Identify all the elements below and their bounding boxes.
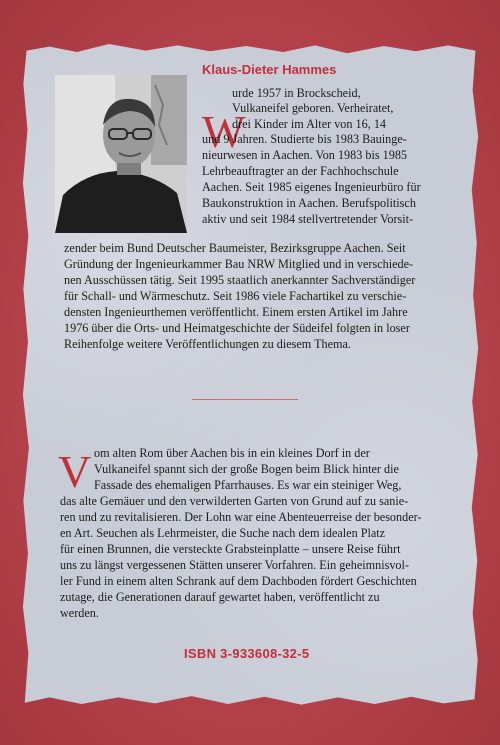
blurb-line: en Art. Seuchen als Lehrmeister, die Suche nach dem idealen Platz [60, 526, 386, 540]
blurb-line: om alten Rom über Aachen bis in ein kleines Dorf in der [94, 446, 370, 460]
blurb-line: uns zu längst vergessenen Stätten unserer Vorfahren. Ein geheimnisvol- [60, 558, 409, 572]
bio-line: Reihenfolge weitere Veröffentlichungen zu diesem Thema. [64, 337, 351, 351]
blurb-line: werden. [60, 606, 99, 620]
bio-line: nen Ausschüssen tätig. Seit 1995 staatlich anerkannter Sachverständiger [64, 273, 416, 287]
blurb-line: zutage, die Generationen darauf gewartet haben, veröffentlicht zu [60, 590, 380, 604]
bio-line: aktiv und seit 1984 stellvertretender Vorsit- [202, 212, 414, 226]
bio-line: für Schall- und Wärmeschutz. Seit 1986 viele Fachartikel zu verschie- [64, 289, 407, 303]
bio-line: 1976 über die Orts- und Heimatgeschichte der Südeifel folgten in loser [64, 321, 410, 335]
bio-dropcap: W [202, 106, 246, 157]
blurb-line: das alte Gemäuer und den verwilderten Garten von Grund auf zu sanie- [60, 494, 409, 508]
bio-line: Vulkaneifel geboren. Verheiratet, [232, 101, 394, 115]
author-photo [55, 75, 187, 233]
author-name: Klaus-Dieter Hammes [202, 62, 337, 77]
blurb-line: ler Fund in einem alten Schrank auf dem Dachboden fördert Geschichten [60, 574, 417, 588]
bio-line: zender beim Bund Deutscher Baumeister, Bezirksgruppe Aachen. Seit [64, 241, 406, 255]
blurb-dropcap: V [58, 446, 92, 497]
bio-line: Gründung der Ingenieurkammer Bau NRW Mitglied und in verschiede- [64, 257, 414, 271]
bio-line: Aachen. Seit 1985 eigenes Ingenieurbüro für [202, 180, 421, 194]
bio-line: densten Ingenieurthemen veröffentlicht. Einem ersten Artikel im Jahre [64, 305, 408, 319]
bio-line: urde 1957 in Brockscheid, [232, 86, 361, 100]
blurb-line: Fassade des ehemaligen Pfarrhauses. Es war ein steiniger Weg, [94, 478, 402, 492]
bio-line: nieurwesen in Aachen. Von 1983 bis 1985 [202, 148, 408, 162]
blurb-line: für einen Brunnen, die versteckte Grabsteinplatte – unsere Reise führt [60, 542, 401, 556]
isbn-number: ISBN 3-933608-32-5 [184, 646, 310, 661]
bio-line: Lehrbeauftragter an der Fachhochschule [202, 164, 399, 178]
bio-line: und 9 Jahren. Studierte bis 1983 Bauinge- [202, 132, 407, 146]
blurb-line: Vulkaneifel spannt sich der große Bogen beim Blick hinter die [94, 462, 399, 476]
blurb-line: ren und zu revitalisieren. Der Lohn war eine Abenteuerreise der besonder- [60, 510, 422, 524]
bio-line: Baukonstruktion in Aachen. Berufspolitisch [202, 196, 416, 210]
section-divider [192, 399, 298, 400]
bio-line: drei Kinder im Alter von 16, 14 [232, 117, 387, 131]
